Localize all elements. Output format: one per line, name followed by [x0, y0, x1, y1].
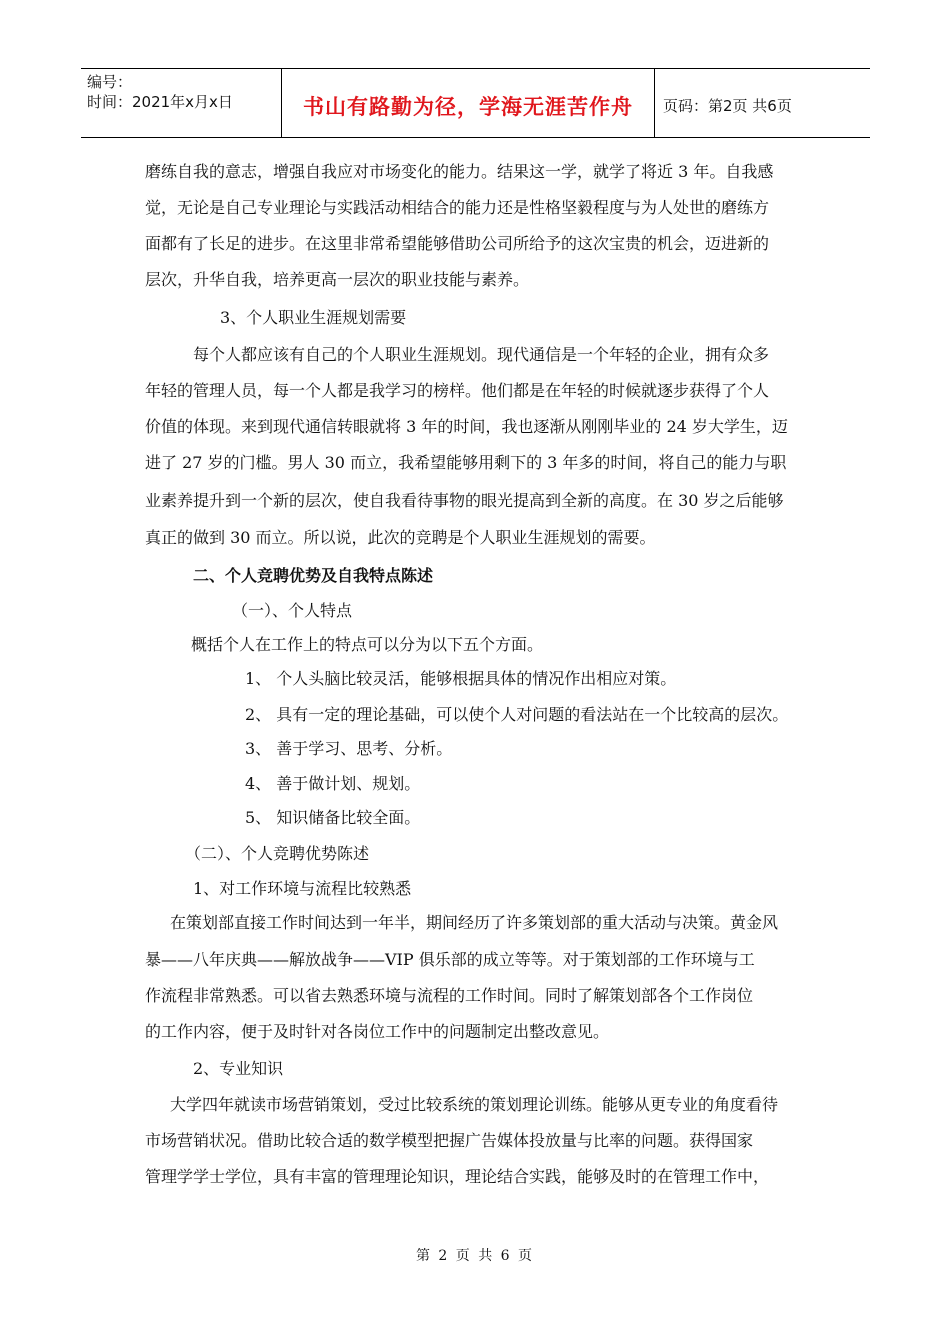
list-item: 4、 善于做计划、规划。: [245, 774, 421, 793]
time-label: 时间：2021年x月x日: [87, 93, 233, 111]
list-item: 1、 个人头脑比较灵活，能够根据具体的情况作出相应对策。: [245, 669, 677, 688]
subsection-heading: （二）、个人竞聘优势陈述: [185, 844, 370, 863]
subsection-heading: （一）、个人特点: [232, 601, 353, 620]
paragraph-line: 磨练自我的意志，增强自我应对市场变化的能力。结果这一学，就学了将近 3 年。自我感: [145, 162, 774, 181]
number-label: 编号：: [87, 73, 133, 91]
chapter-heading: 二、个人竞聘优势及自我特点陈述: [193, 566, 434, 585]
paragraph-line: 年轻的管理人员，每一个人都是我学习的榜样。他们都是在年轻的时候就逐步获得了个人: [145, 381, 770, 400]
paragraph-line: 大学四年就读市场营销策划，受过比较系统的策划理论训练。能够从更专业的角度看待: [170, 1095, 779, 1114]
list-item: 2、 具有一定的理论基础，可以使个人对问题的看法站在一个比较高的层次。: [245, 705, 789, 724]
paragraph-line: 进了 27 岁的门槛。男人 30 而立，我希望能够用剩下的 3 年多的时间，将自己的能力与职: [145, 453, 787, 472]
page-footer: 第 2 页 共 6 页: [415, 1248, 535, 1264]
paragraph-line: 暴——八年庆典——解放战争——VIP 俱乐部的成立等等。对于策划部的工作环境与工: [145, 950, 755, 969]
page-number-label: 页码：第2页 共6页: [663, 97, 792, 115]
paragraph-line: 价值的体现。来到现代通信转眼就将 3 年的时间，我也逐渐从刚刚毕业的 24 岁大学生，迈: [145, 417, 788, 436]
section-heading: 3、个人职业生涯规划需要: [220, 308, 407, 327]
paragraph-line: 在策划部直接工作时间达到一年半，期间经历了许多策划部的重大活动与决策。黄金风: [170, 913, 779, 932]
section-heading: 2、专业知识: [193, 1059, 284, 1078]
paragraph-line: 业素养提升到一个新的层次，使自我看待事物的眼光提高到全新的高度。在 30 岁之后能够: [145, 491, 784, 510]
header-slogan-cell: [282, 69, 655, 137]
page-header: [81, 68, 870, 138]
list-item: 3、 善于学习、思考、分析。: [245, 739, 453, 758]
paragraph-line: 觉，无论是自己专业理论与实践活动相结合的能力还是性格坚毅程度与为人处世的磨练方: [145, 198, 770, 217]
paragraph-line: 面都有了长足的进步。在这里非常希望能够借助公司所给予的这次宝贵的机会，迈进新的: [145, 234, 770, 253]
slogan: 书山有路勤为径，学海无涯苦作舟: [303, 95, 633, 119]
header-info-cell: [81, 69, 282, 137]
paragraph-line: 概括个人在工作上的特点可以分为以下五个方面。: [191, 635, 544, 654]
header-page-cell: [655, 69, 870, 137]
paragraph-line: 管理学学士学位，具有丰富的管理理论知识，理论结合实践，能够及时的在管理工作中，: [145, 1167, 770, 1186]
paragraph-line: 真正的做到 30 而立。所以说，此次的竞聘是个人职业生涯规划的需要。: [145, 528, 656, 547]
paragraph-line: 每个人都应该有自己的个人职业生涯规划。现代通信是一个年轻的企业，拥有众多: [193, 345, 770, 364]
paragraph-line: 层次，升华自我，培养更高一层次的职业技能与素养。: [145, 270, 530, 289]
paragraph-line: 作流程非常熟悉。可以省去熟悉环境与流程的工作时间。同时了解策划部各个工作岗位: [145, 986, 754, 1005]
section-heading: 1、对工作环境与流程比较熟悉: [193, 879, 412, 898]
paragraph-line: 的工作内容，便于及时针对各岗位工作中的问题制定出整改意见。: [145, 1022, 610, 1041]
paragraph-line: 市场营销状况。借助比较合适的数学模型把握广告媒体投放量与比率的问题。获得国家: [145, 1131, 754, 1150]
list-item: 5、 知识储备比较全面。: [245, 808, 421, 827]
